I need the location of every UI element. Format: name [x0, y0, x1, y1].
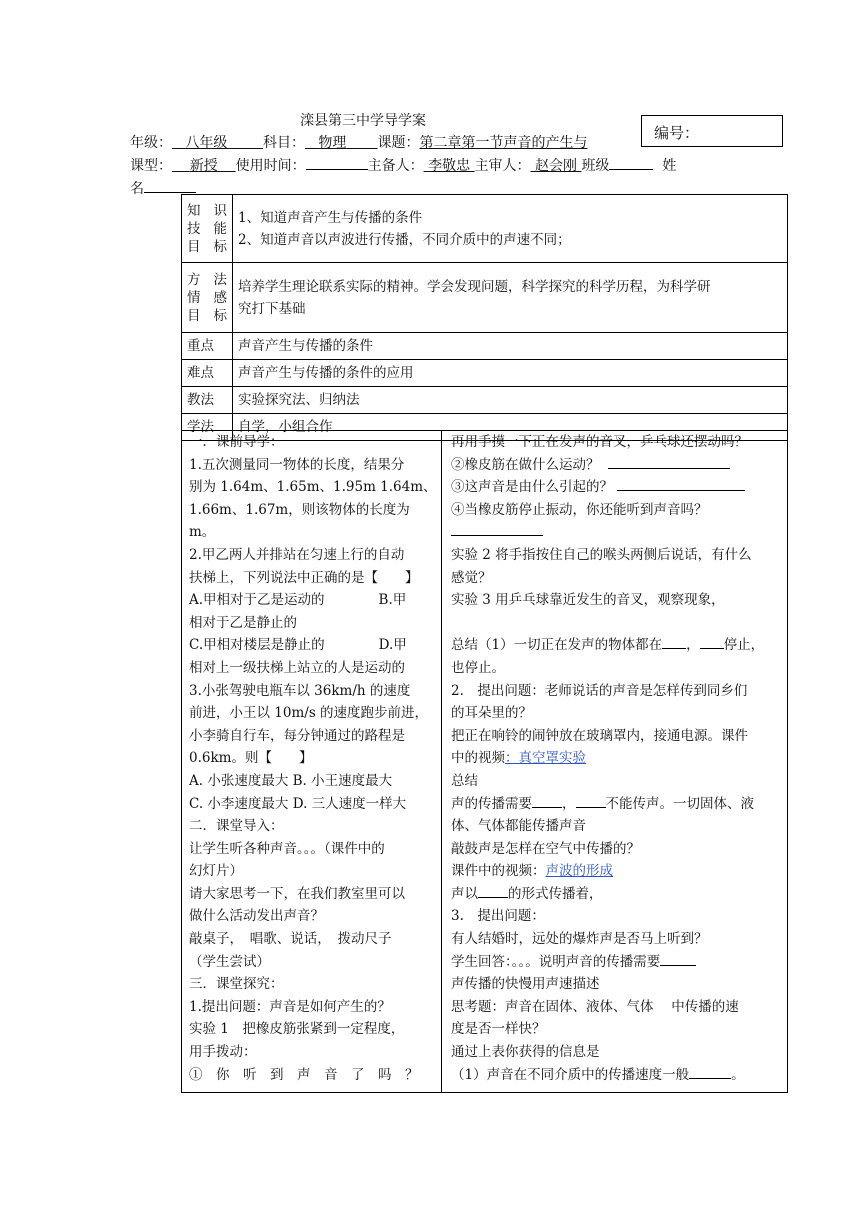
header-line-1: 年级： 八年级 科目： 物理 课题：第二章第一节声音的产生与: [130, 135, 588, 151]
left-text-line: 1.五次测量同一物体的长度，结果分: [189, 456, 405, 473]
school-title: 滦县第三中学导学案: [300, 113, 426, 129]
sound-wave-video-link[interactable]: 声波的形成: [545, 863, 613, 880]
left-text-line: （学生尝试）: [189, 953, 270, 970]
answer-blank: [689, 1078, 731, 1079]
left-text-line: 请大家思考一下，在我们教室里可以: [189, 885, 405, 902]
left-text-line: 2.甲乙两人并排站在匀速上行的自动: [189, 546, 405, 563]
left-text-line: 小李骑自行车，每分钟通过的路程是: [189, 727, 405, 744]
left-text-line: 二．课堂导入：: [189, 818, 284, 835]
left-text-line: 3.小张驾驶电瓶车以 36km/h 的速度: [189, 682, 411, 699]
goal-row: [182, 360, 788, 387]
goal-content: 1、知道声音产生与传播的条件 2、知道声音以声波进行传播，不同介质中的声速不同；: [233, 195, 788, 263]
answer-blank: [478, 897, 508, 898]
left-text-line: 三．课堂探究：: [189, 976, 284, 993]
left-text-line: 1.提出问题：声音是如何产生的？: [189, 998, 391, 1015]
goal-content: 自学，小组合作: [233, 414, 788, 441]
left-text-line: 幻灯片）: [189, 863, 243, 880]
left-text-line: 相对于乙是静止的: [189, 614, 297, 631]
type-value: 新授: [189, 158, 218, 174]
grade-value: 八年级: [185, 135, 228, 151]
goal-label: 难点: [182, 360, 233, 387]
answer-blank: [532, 807, 562, 808]
left-text-line: 实验 1 把橡皮筋张紧到一定程度，: [189, 1021, 405, 1038]
topic-value: 第二章第一节声音的产生与: [419, 135, 588, 151]
right-column: 再用手摸一下正在发声的音叉，乒乓球还摆动吗？ ②橡皮筋在做什么运动？ ③这声音是由什么引起的？ ④当橡皮筋停止振动，你还能听到声音吗？ 实验 2 将手指按住自己的喉头两侧后说话，有什么 感觉？ 实验 3 用乒乓球靠近发生的音叉，观察现象， 总结（1）一切正在发声的物体都在 ， 停止， 也停止。 2. 提出问题：老师说话的声音是怎样传到同乡们 的耳朵里的？ 把正在响铃的闹钟放在玻璃罩内，接通电源。课件 中的视频：真空罩实验 总结 声的传播需要 ， 不能传声。一切固体、液 体、气体都能传播声音 敲鼓声是怎样在空气中传播的？ 课件中的视频：声波的形成 声以 的形式传播着， 3. 提出问题： 有人结婚时，远处的爆炸声是否马上听到？ 学生回答：。。。说明声音的传播需要 声传播的快慢用声速描述 思考题：声音在固体、液体、气体 中传播的速 度是否一样快？ 通过上表你获得的信息是 （1）声音在不同介质中的传播速度一般 。: [451, 434, 765, 1083]
answer-blank: [576, 807, 606, 808]
goals-table: [181, 194, 788, 441]
number-label: 编号：: [654, 124, 700, 142]
subject-value: 物理: [318, 135, 347, 151]
left-text-line: 敲桌子， 唱歌、说话， 拨动尺子: [189, 931, 392, 948]
answer-blank: [608, 468, 730, 469]
goal-content: 培养学生理论联系实际的精神。学会发现问题，科学探究的科学历程，为科学研 究打下基础: [233, 263, 788, 333]
left-text-line: 1.66m、1.67m，则该物体的长度为: [189, 501, 410, 518]
answer-blank: [451, 521, 543, 536]
left-text-line: 做什么活动发出声音？: [189, 908, 324, 925]
left-text-line: 让学生听各种声音。。。（课件中的: [189, 840, 385, 857]
reviewer-value: 赵会刚: [534, 158, 577, 174]
goal-row: [182, 333, 788, 360]
goal-row: [182, 195, 788, 263]
number-box: [641, 115, 783, 147]
left-text-line: 前进，小王以 10m/s 的速度跑步前进，: [189, 705, 429, 722]
vacuum-jar-video-link[interactable]: ：真空罩实验: [505, 750, 586, 767]
goal-row: [182, 263, 788, 333]
goal-content: 声音产生与传播的条件: [233, 333, 788, 360]
left-text-line: A.甲相对于乙是运动的 B.甲: [189, 592, 407, 609]
left-text-line: 用手拨动：: [189, 1044, 257, 1061]
left-text-line: 别为 1.64m、1.65m、1.95m 1.64m、: [189, 479, 437, 496]
answer-blank: [617, 490, 745, 491]
time-blank: [306, 155, 368, 170]
goal-label: 重点: [182, 333, 233, 360]
answer-blank: [662, 648, 686, 649]
left-column: [189, 431, 439, 1091]
header-line-2: 课型： 新授 使用时间： 主备人： 李敬忠 主审人： 赵会刚 班级 姓: [130, 155, 676, 175]
left-text-line: m。: [189, 524, 216, 541]
goal-label: 教法: [182, 387, 233, 414]
header-line-3: 名: [130, 178, 196, 198]
left-text-line: C.甲相对楼层是静止的 D.甲: [189, 637, 407, 654]
left-text-line: C. 小李速度最大 D. 三人速度一样大: [189, 795, 407, 812]
answer-blank: [660, 965, 696, 966]
name-blank: [144, 178, 196, 193]
left-text-line: 相对上一级扶梯上站立的人是运动的: [189, 659, 405, 676]
left-text-line: ① 你 听 到 声 音 了 吗 ？: [189, 1066, 419, 1083]
class-blank: [609, 155, 653, 170]
preparer-value: 李敬忠: [428, 158, 471, 174]
left-text-line: 扶梯上，下列说法中正确的是【 】: [189, 569, 419, 586]
answer-blank: [700, 648, 724, 649]
left-text-line: A. 小张速度最大 B. 小王速度最大: [189, 772, 393, 789]
goal-content: 声音产生与传播的条件的应用: [233, 360, 788, 387]
goal-row: [182, 387, 788, 414]
goal-label: 方法情感目标: [182, 263, 233, 333]
goal-label: 知识技能目标: [182, 195, 233, 263]
goal-label: 学法: [182, 414, 233, 441]
left-text-line: 一．课前导学：: [189, 434, 284, 450]
goal-content: 实验探究法、归纳法: [233, 387, 788, 414]
left-text-line: 0.6km。则【 】: [189, 750, 313, 767]
column-divider: [441, 430, 442, 1093]
